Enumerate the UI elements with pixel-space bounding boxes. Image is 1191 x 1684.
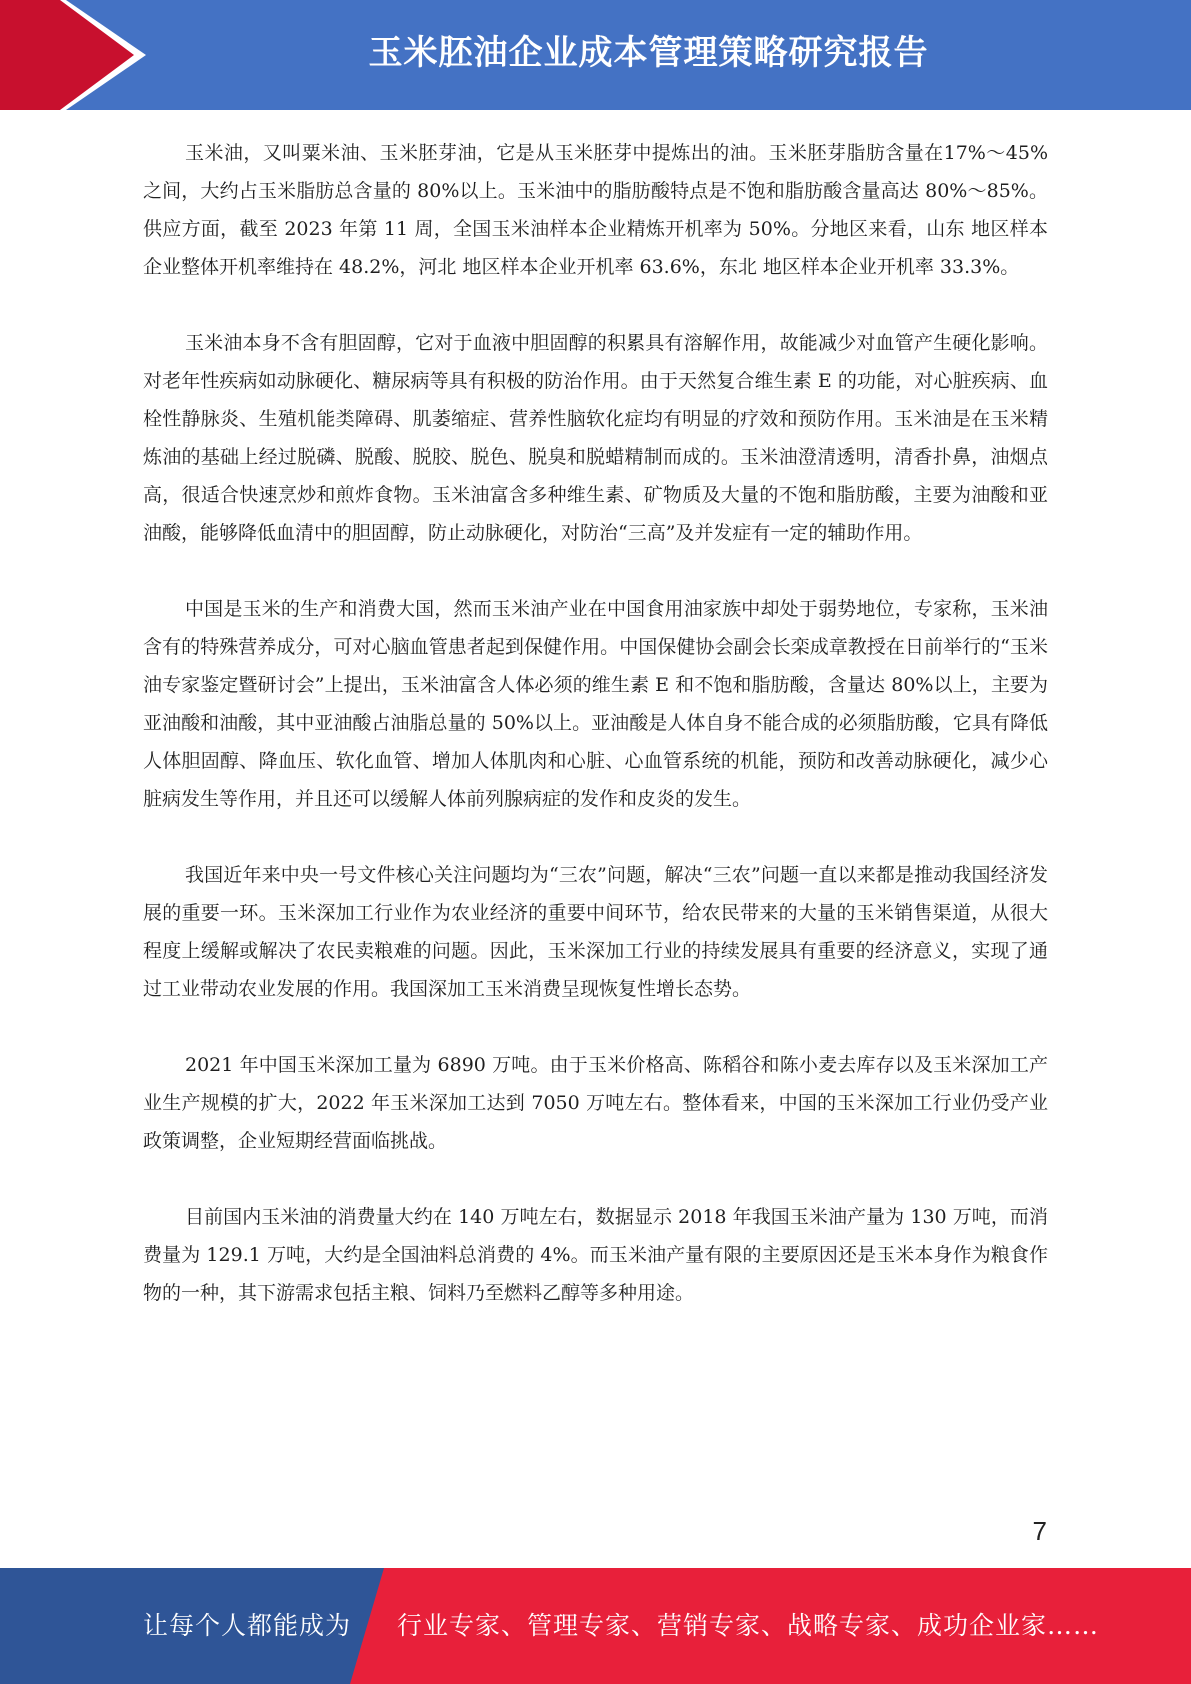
paragraph-5: 2021 年中国玉米深加工量为 6890 万吨。由于玉米价格高、陈稻谷和陈小麦去库存以及玉米深加工产业生产规模的扩大，2022 年玉米深加工达到 7050 万吨左右。整体看来，中国的玉米深加工行业仍受产业政策调整，企业短期经营面临挑战。 [143, 1054, 1048, 1152]
paragraph-1: 玉米油，又叫粟米油、玉米胚芽油，它是从玉米胚芽中提炼出的油。玉米胚芽脂肪含量在17%～45%之间，大约占玉米脂肪总含量的 80%以上。玉米油中的脂肪酸特点是不饱和脂肪酸含量高达 80%～85%。供应方面，截至 2023 年第 11 周，全国玉米油样本企业精炼开机率为 50%。分地区来看，山东 地区样本企业整体开机率维持在 48.2%，河北 地区样本企业开机率 63.6%，东北 地区样本企业开机率 33.3%。 [143, 142, 1048, 278]
paragraph-4: 我国近年来中央一号文件核心关注问题均为“三农”问题，解决“三农”问题一直以来都是推动我国经济发展的重要一环。玉米深加工行业作为农业经济的重要中间环节，给农民带来的大量的玉米销售渠道，从很大程度上缓解或解决了农民卖粮难的问题。因此，玉米深加工行业的持续发展具有重要的经济意义，实现了通过工业带动农业发展的作用。我国深加工玉米消费呈现恢复性增长态势。 [143, 864, 1048, 1000]
footer-slogan-left: 让每个人都能成为 [143, 1611, 352, 1640]
paragraph-2: 玉米油本身不含有胆固醇，它对于血液中胆固醇的积累具有溶解作用，故能减少对血管产生硬化影响。对老年性疾病如动脉硬化、糖尿病等具有积极的防治作用。由于天然复合维生素 E 的功能，对心脏疾病、血栓性静脉炎、生殖机能类障碍、肌萎缩症、营养性脑软化症均有明显的疗效和预防作用。玉米油是在玉米精炼油的基础上经过脱磷、脱酸、脱胶、脱色、脱臭和脱蜡精制而成的。玉米油澄清透明，清香扑鼻，油烟点高，很适合快速烹炒和煎炸食物。玉米油富含多种维生素、矿物质及大量的不饱和脂肪酸，主要为油酸和亚油酸，能够降低血清中的胆固醇，防止动脉硬化，对防治“三高”及并发症有一定的辅助作用。 [143, 332, 1048, 544]
paragraph-3: 中国是玉米的生产和消费大国，然而玉米油产业在中国食用油家族中却处于弱势地位，专家称，玉米油含有的特殊营养成分，可对心脑血管患者起到保健作用。中国保健协会副会长栾成章教授在日前举行的“玉米油专家鉴定暨研讨会”上提出，玉米油富含人体必须的维生素 E 和不饱和脂肪酸，含量达 80%以上，主要为亚油酸和油酸，其中亚油酸占油脂总量的 50%以上。亚油酸是人体自身不能合成的必须脂肪酸，它具有降低人体胆固醇、降血压、软化血管、增加人体肌肉和心脏、心血管系统的机能，预防和改善动脉硬化，减少心脏病发生等作用，并且还可以缓解人体前列腺病症的发作和皮炎的发生。 [143, 598, 1048, 810]
document-body [143, 134, 1048, 1350]
paragraph-6: 目前国内玉米油的消费量大约在 140 万吨左右，数据显示 2018 年我国玉米油产量为 130 万吨，而消费量为 129.1 万吨，大约是全国油料总消费的 4%。而玉米油产量有限的主要原因还是玉米本身作为粮食作物的一种，其下游需求包括主粮、饲料乃至燃料乙醇等多种用途。 [143, 1206, 1048, 1304]
page-number: 7 [1032, 1516, 1047, 1546]
page-footer [0, 1568, 1191, 1684]
report-title: 玉米胚油企业成本管理策略研究报告 [368, 33, 929, 73]
page-header [0, 0, 1191, 110]
header-arrow-decoration [0, 0, 160, 110]
footer-slogan-right: 行业专家、管理专家、营销专家、战略专家、成功企业家…… [397, 1611, 1100, 1640]
